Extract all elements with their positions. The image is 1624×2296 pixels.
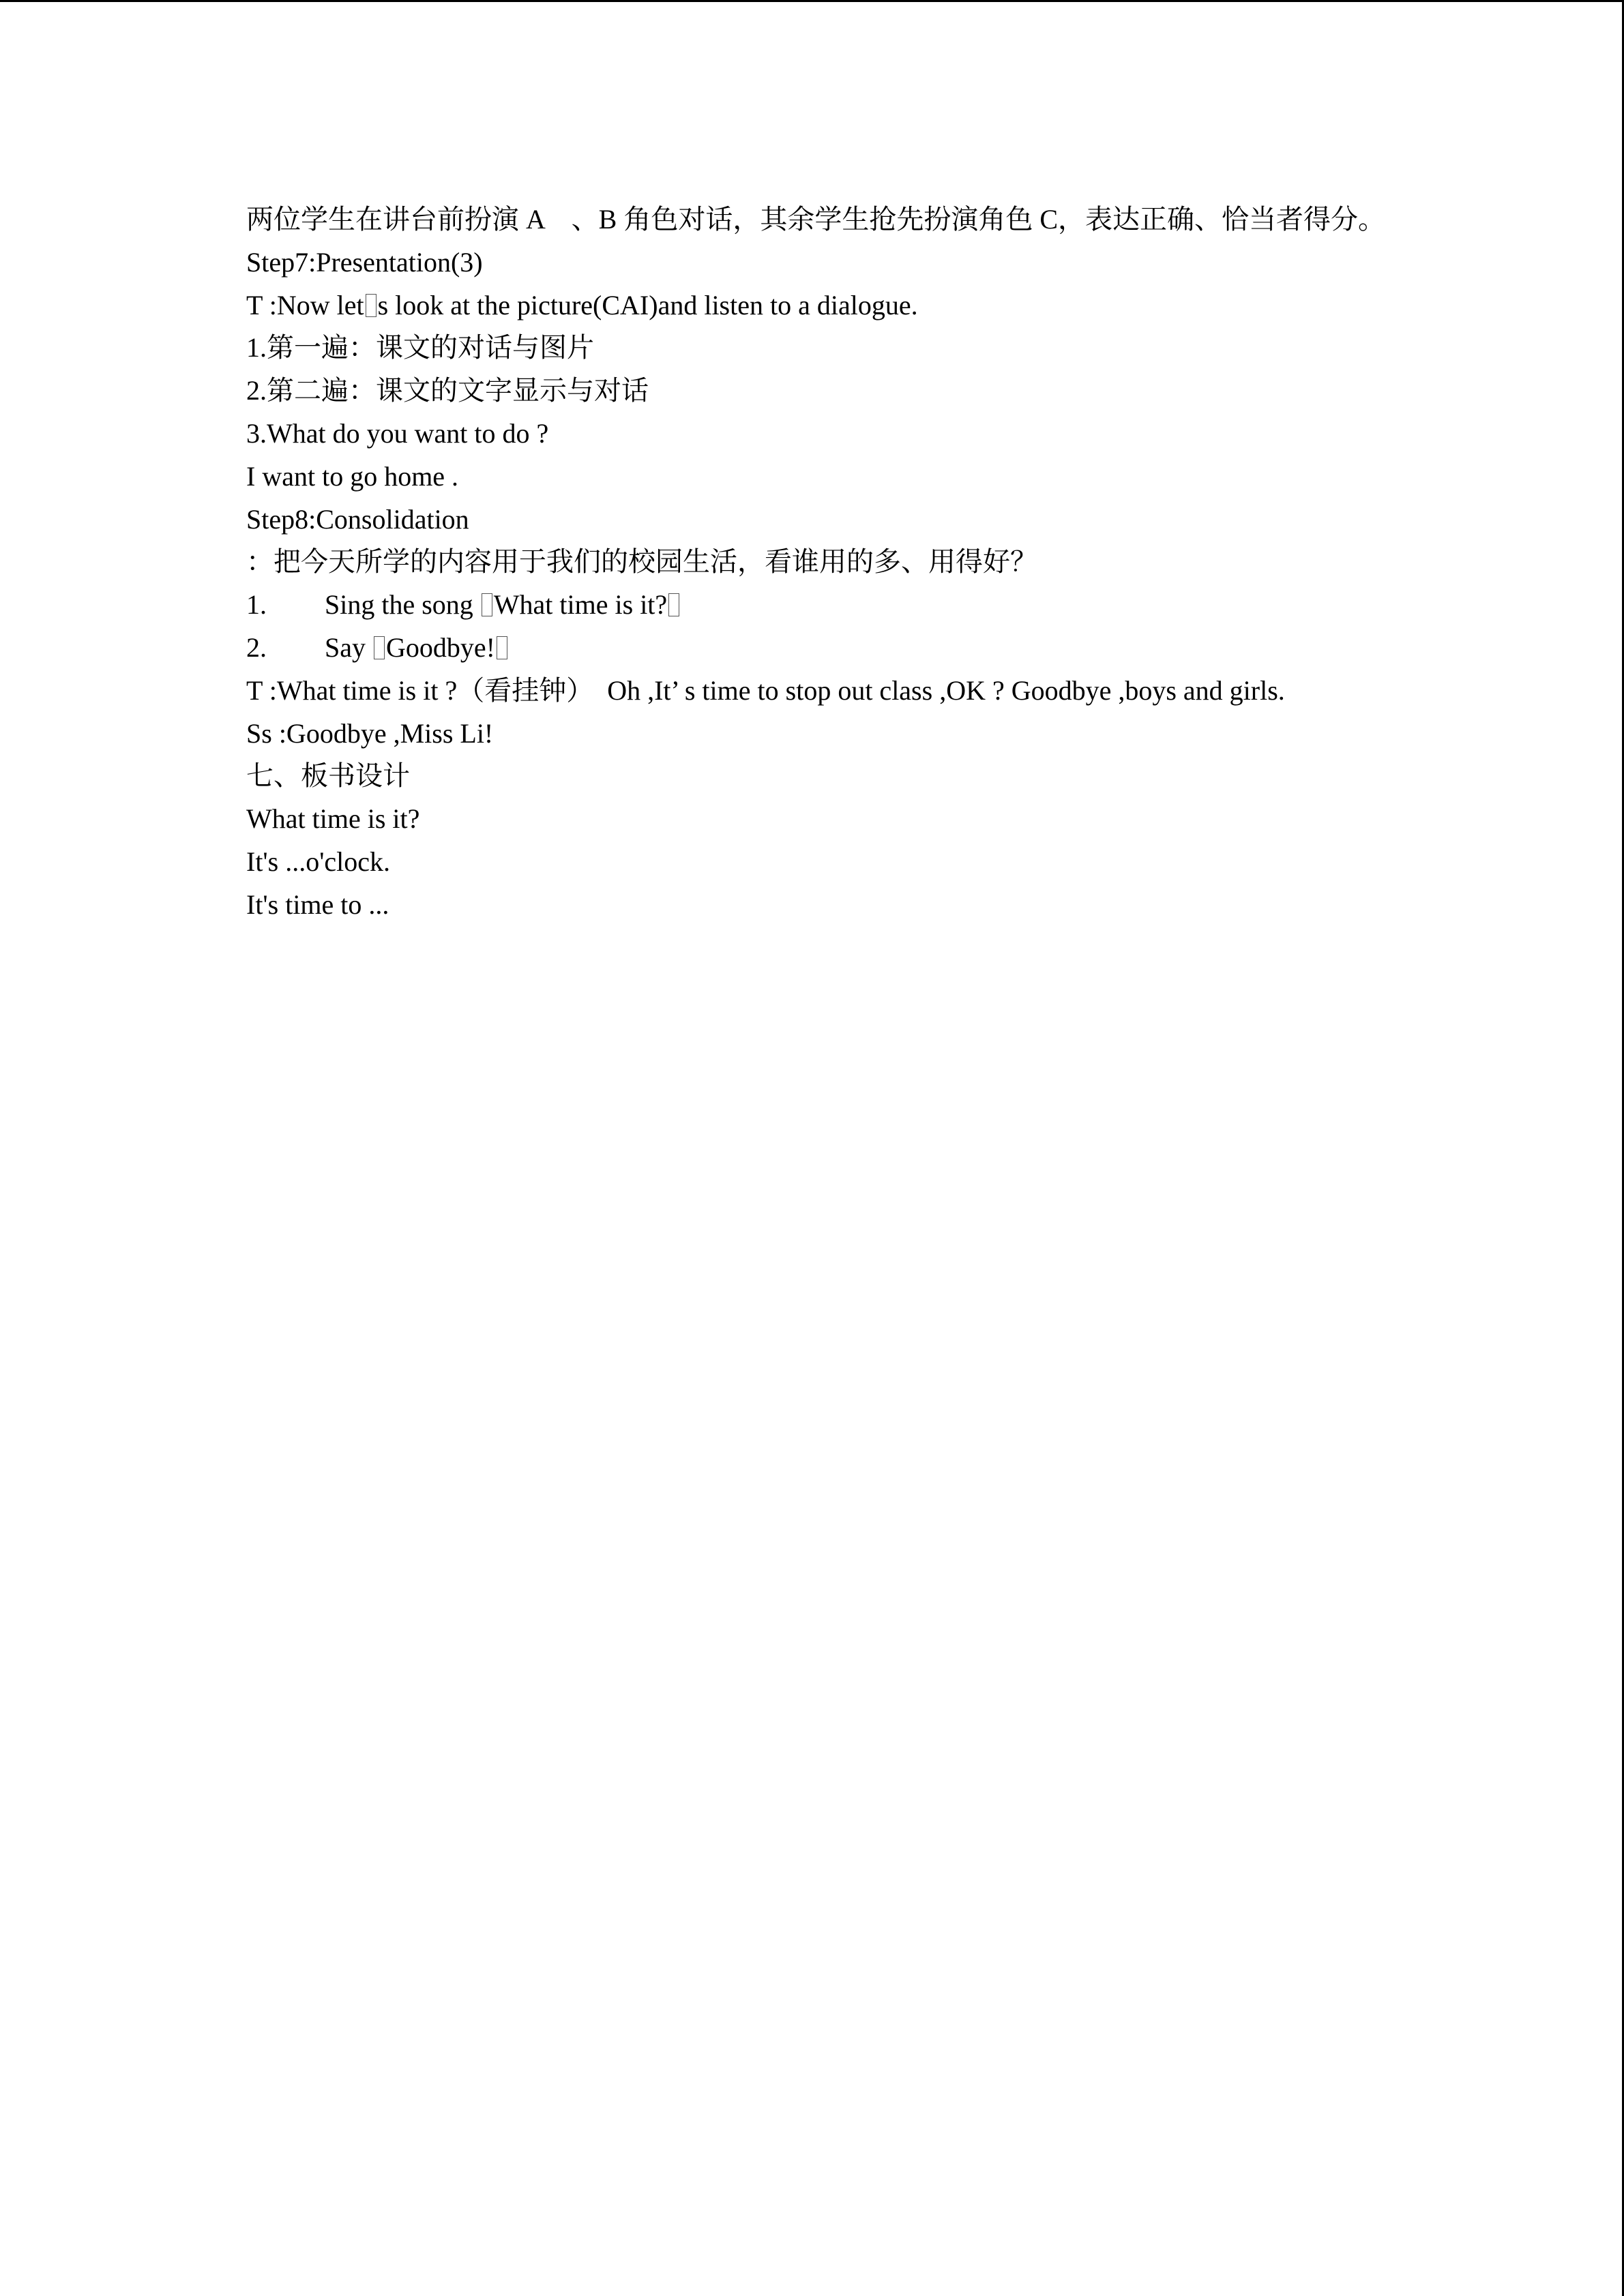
first-pass-item: 1.第一遍：课文的对话与图片 — [246, 332, 594, 363]
list-text: Sing the song — [325, 589, 480, 621]
consolidation-note: ：把今天所学的内容用于我们的校园生活，看谁用的多、用得好？ — [246, 546, 1037, 578]
step8-heading: Step8:Consolidation — [246, 503, 469, 535]
step7-heading: Step7:Presentation(3) — [246, 246, 483, 278]
teacher-now-text-b: s look at the picture(CAI)and listen to a dialogue. — [377, 289, 918, 320]
missing-glyph-box — [482, 593, 492, 616]
board-line: It's ...o'clock. — [246, 846, 391, 877]
board-line: What time is it? — [246, 803, 420, 835]
answer-line: I want to go home . — [246, 460, 459, 492]
missing-glyph-box — [497, 636, 507, 659]
question-item: 3.What do you want to do ? — [246, 417, 549, 449]
missing-glyph-box — [366, 294, 377, 317]
list-text: Say — [325, 631, 372, 663]
second-pass-item: 2.第二遍：课文的文字显示与对话 — [246, 375, 649, 406]
board-design-heading: 七、板书设计 — [246, 760, 410, 792]
list-quote: What time is it? — [493, 589, 668, 621]
missing-glyph-box — [668, 593, 679, 616]
missing-glyph-box — [374, 636, 385, 659]
list-number: 1. — [246, 589, 267, 621]
list-item-say — [246, 627, 1392, 670]
students-goodbye-line: Ss :Goodbye ,Miss Li! — [246, 717, 494, 749]
teacher-now-text-a: T :Now let — [246, 289, 364, 320]
role-play-paragraph: 两位学生在讲台前扮演 A 、B 角色对话，其余学生抢先扮演角色 C，表达正确、恰当者得分。 — [246, 204, 1386, 235]
teacher-what-time-line: T :What time is it ?（看挂钟） Oh ,It’ s time to stop out class ,OK ? Goodbye ,boys and girls. — [246, 674, 1285, 706]
board-line: It's time to ... — [246, 889, 389, 920]
list-quote: Goodbye! — [386, 631, 495, 663]
list-item-sing — [246, 584, 1392, 627]
list-number: 2. — [246, 631, 267, 663]
document-body — [246, 198, 1392, 927]
teacher-now-line — [246, 284, 1392, 327]
